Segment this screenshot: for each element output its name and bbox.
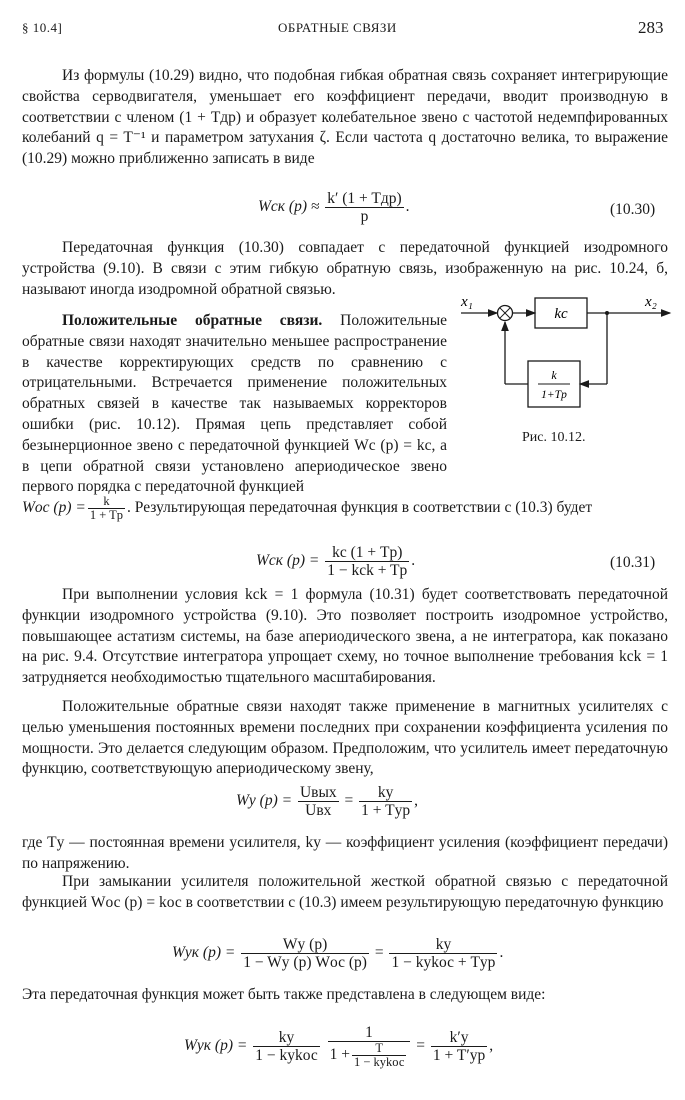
eq-fraction [325,544,409,579]
eq-numerator: Uвых [299,784,337,801]
eq-fraction-2 [359,784,412,819]
figure-caption: Рис. 10.12. [522,430,586,445]
paragraph-3-tail [22,495,668,522]
eq-denominator: Uвх [305,802,332,819]
eq-numerator: Wу (p) [241,936,369,954]
feedback-block-denominator: 1+Tp [541,389,567,401]
forward-block-label: kс [554,306,568,322]
paragraph-8: Эта передаточная функция может быть также представлена в следующем виде: [22,986,546,1003]
eq-fraction-3 [431,1029,487,1064]
paragraph-4: При выполнении условия kсk = 1 формула (10.31) будет соответствовать передаточной функции изодромного устройства (9.10). Это позволяет построить изодромное устройство, повышающее астатизм системы, на базе апериодического звена, а не интегратора, как показано на рис. 9.4. Отсутствие интегратора упрощает схему, но точное выполнение требования kсk = 1 затрудняется необходимостью тщательного масштабирования. [22,586,668,687]
eq-fraction [325,190,403,225]
equation-wyk-1 [172,936,503,971]
eq-lhs: Wук (p) = [184,1037,248,1055]
inline-denominator: 1 + Tp [89,508,124,522]
eq-equals: = [416,1037,426,1055]
eq-lhs: Wук (p) = [172,944,236,962]
inline-lhs: Wос (p) = [22,499,86,517]
eq-denominator: 1 − kуkос [255,1047,318,1064]
eq-denominator: 1 − kуkос + Tуp [391,954,496,971]
paragraph-3 [22,311,447,498]
eq-denominator: 1 + Tуp [361,802,411,819]
paragraph-2-text: Передаточная функция (10.30) совпадает с передаточной функцией изодромного устройства (9.10). В связи с этим гибкую обратную связь, изображенную на рис. 10.24, б, называют иногда изодромной обратной связью. [22,239,668,298]
eq-fraction-2 [389,936,497,971]
eq-den-prefix: 1 + [329,1046,350,1064]
eq-equals: = [374,944,384,962]
section-ref: § 10.4] [22,20,63,35]
eq-tail: . [405,198,410,216]
eq-nested-fraction [352,1042,406,1069]
eq-fraction-1 [241,936,369,971]
eq-numerator: 1 [328,1024,411,1042]
paragraph-3-tail-text: . Результирующая передаточная функция в соответствии с (10.3) будет [127,499,593,517]
input-label: x₁ [461,294,473,310]
paragraph-3-text: Положительные обратные связи находят значительно меньшее распространение в качестве корректирующих средств по сравнению с отрицательными. Встречается применение положительных обратных связей в качестве так называемых корректоров ошибки (рис. 10.12). Прямая цепь представляет собой безынерционное звено с передаточной функцией Wс (p) = kс, а в цепи обратной связи установлено апериодическое звено первого порядка с передаточной функцией [22,312,448,496]
inline-numerator: k [88,495,125,509]
equation-number-10-30: (10.30) [610,201,656,218]
eq-lhs: Wу (p) = [236,792,293,810]
eq-tail: . [499,944,504,962]
eq-denominator: p [360,208,369,225]
eq-equals: = [344,792,354,810]
output-label: x₂ [645,294,657,310]
equation-number-10-31: (10.31) [610,554,656,571]
inline-fraction [88,495,125,522]
paragraph-6: где Tу — постоянная времени усилителя, kу — коэффициент усиления (коэффициент передачи) по напряжению. [22,834,668,872]
paragraph-7: При замыкании усилителя положительной жесткой обратной связью с передаточной функцией Wос (p) = kос в соответствии с (10.3) имеем результирующую передаточную функцию [22,873,668,911]
eq-tail: . [411,552,416,570]
eq-fraction-1 [253,1029,320,1064]
eq-numerator: kу [253,1029,320,1047]
eq-numerator: k′ (1 + Tдp) [327,190,402,207]
section-heading: Положительные обратные связи. [62,312,323,329]
running-title: ОБРАТНЫЕ СВЯЗИ [278,20,397,35]
eq-denominator: 1 − Wу (p) Wос (p) [243,954,367,971]
eq-tail: , [489,1037,494,1055]
eq-denominator [328,1042,411,1069]
eq-numerator: kу [389,936,497,954]
eq-nested-numerator: T [352,1042,406,1056]
eq-numerator: kу [359,784,412,802]
paragraph-5: Положительные обратные связи находят также применение в магнитных усилителях с целью уменьшения постоянных времени последних при сохранении коэффициента усиления по мощности. Это делается следующим образом. Предположим, что усилитель имеет передаточную функцию, соответствующую апериодическому звену, [22,698,668,778]
eq-denominator: 1 − kсk + Tp [327,562,408,579]
eq-fraction-1 [298,784,339,819]
eq-denominator: 1 + T′уp [432,1047,486,1064]
eq-tail: , [414,792,418,810]
feedback-block-numerator: k [551,368,557,382]
equation-10-31 [256,544,415,579]
equation-10-30 [258,190,410,225]
eq-numerator: k′у [431,1029,487,1047]
eq-nested-denominator: 1 − kуkос [353,1055,405,1069]
page-number: 283 [638,18,664,37]
equation-wyk-2 [184,1024,493,1069]
eq-lhs: Wск (p) ≈ [258,198,320,216]
eq-fraction-2 [328,1024,411,1069]
equation-wy [236,784,418,819]
paragraph-1: Из формулы (10.29) видно, что подобная гибкая обратная связь сохраняет интегрирующие свойства серводвигателя, уменьшает его коэффициент передачи, вводит производную в соответствии с членом (1 + Tдp) и образует колебательное звено с частотой недемпфированных колебаний q = T⁻¹ и параметром затухания ζ. Если частота q достаточно велика, то выражение (10.29) можно приближенно записать в виде [22,67,668,168]
eq-lhs: Wск (p) = [256,552,320,570]
block-diagram-fig-10-12 [455,292,680,452]
eq-numerator: kс (1 + Tp) [325,544,409,562]
